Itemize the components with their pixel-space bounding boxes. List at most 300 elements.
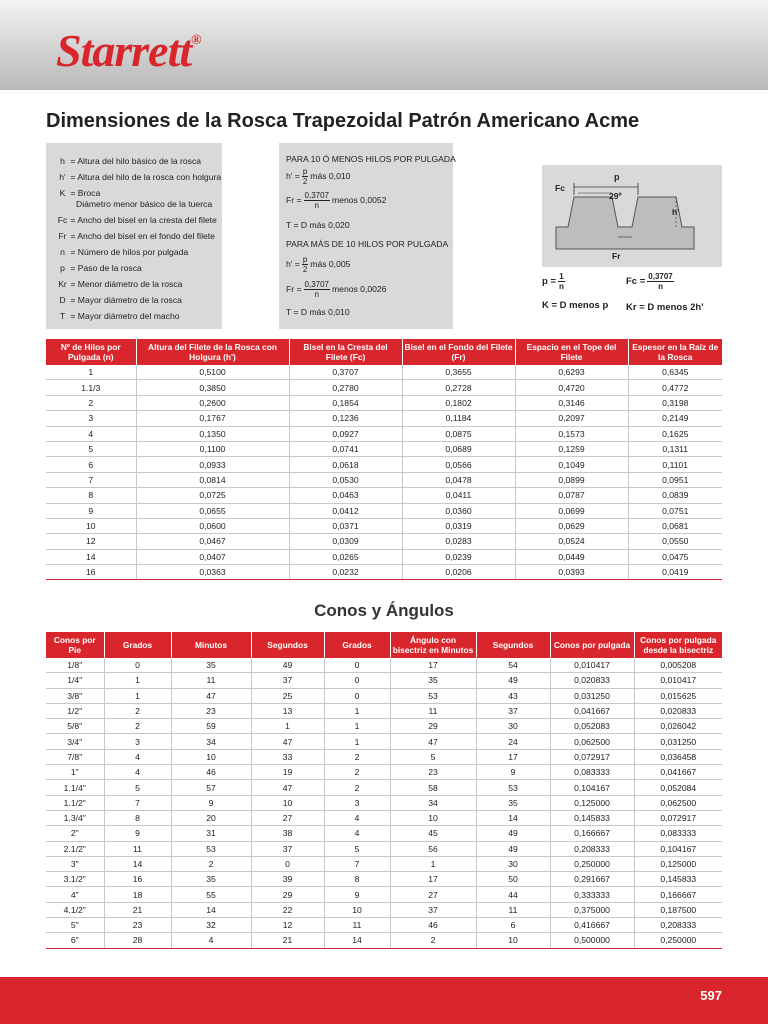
table-row	[46, 380, 722, 395]
table-cell: 0,1184	[402, 411, 515, 426]
legend-item: D = Mayor diámetro de la rosca	[59, 295, 182, 305]
table-cell: 10	[324, 902, 390, 917]
table-cell: 0,1854	[289, 395, 402, 410]
table-cell: 0,0475	[628, 549, 722, 564]
table-row	[46, 719, 722, 734]
table-cell: 25	[251, 688, 324, 703]
table-cell: 1	[251, 719, 324, 734]
column-header: Conos por pulgada	[550, 632, 634, 658]
table-cell: 5/8"	[46, 719, 104, 734]
table-cell: 7/8"	[46, 749, 104, 764]
column-header: Grados	[104, 632, 171, 658]
formula-group-title: PARA 10 Ó MENOS HILOS POR PULGADA	[286, 154, 456, 164]
table-cell: 0,0319	[402, 518, 515, 533]
table-cell: 33	[251, 749, 324, 764]
table-cell: 0,083333	[634, 826, 722, 841]
table-cell: 28	[104, 933, 171, 948]
table-cell: 3	[46, 411, 136, 426]
table-cell: 56	[390, 841, 476, 856]
table-cell: 0,062500	[634, 795, 722, 810]
table-cell: 49	[476, 826, 550, 841]
table-cell: 0,0550	[628, 534, 722, 549]
table-cell: 0	[324, 673, 390, 688]
formula-h: h' = $\frac{p}{2}$ más 0,005	[286, 255, 351, 274]
table-cell: 37	[476, 703, 550, 718]
page-header	[0, 0, 768, 90]
table-cell: 17	[390, 658, 476, 673]
table-cell: 0,250000	[550, 856, 634, 871]
table-cell: 1.1/3	[46, 380, 136, 395]
table-cell: 0,0839	[628, 488, 722, 503]
table-cell: 17	[390, 872, 476, 887]
table-row	[46, 365, 722, 380]
legend-item: Fc = Ancho del bisel en la cresta del filete	[57, 215, 217, 225]
table-cell: 0,1100	[136, 441, 289, 456]
table-cell: 2	[171, 856, 251, 871]
table-cell: 0,052083	[550, 719, 634, 734]
legend-item: h = Altura del hilo básico de la rosca	[60, 156, 202, 166]
table-cell: 0,333333	[550, 887, 634, 902]
table-cell: 7	[324, 856, 390, 871]
table-cell: 0,0363	[136, 565, 289, 580]
table-cell: 0,0449	[515, 549, 628, 564]
table-cell: 35	[171, 872, 251, 887]
table-cell: 4	[324, 826, 390, 841]
table-cell: 45	[390, 826, 476, 841]
table-cell: 10	[251, 795, 324, 810]
table-cell: 46	[171, 765, 251, 780]
table-cell: 35	[390, 673, 476, 688]
table-cell: 0,416667	[550, 918, 634, 933]
table-cell: 4	[104, 765, 171, 780]
table-cell: 35	[476, 795, 550, 810]
table-cell: 49	[476, 673, 550, 688]
table-cell: 5	[46, 441, 136, 456]
diagram-formulas	[542, 272, 722, 318]
table-cell: 4"	[46, 887, 104, 902]
table-row	[46, 765, 722, 780]
table-cell: 0,0360	[402, 503, 515, 518]
table-cell: 1	[324, 719, 390, 734]
table-cell: 2	[46, 395, 136, 410]
table-row	[46, 795, 722, 810]
diagram-label-fc: Fc	[555, 183, 565, 193]
table-cell: 0,041667	[634, 765, 722, 780]
table-row	[46, 673, 722, 688]
legend-item-continuation: Diámetro menor básico de la tuerca	[76, 199, 213, 209]
table-cell: 0,026042	[634, 719, 722, 734]
table-row	[46, 457, 722, 472]
table-cell: 31	[171, 826, 251, 841]
legend-item: n = Número de hilos por pulgada	[60, 247, 189, 257]
table-cell: 3.1/2"	[46, 872, 104, 887]
table-cell: 9	[171, 795, 251, 810]
table-cell: 0,3850	[136, 380, 289, 395]
diagram-label-fr: Fr	[612, 251, 621, 261]
table-cell: 0,104167	[550, 780, 634, 795]
table-cell: 0,020833	[634, 703, 722, 718]
table-cell: 4	[104, 749, 171, 764]
table-cell: 0,1101	[628, 457, 722, 472]
table-cell: 10	[171, 749, 251, 764]
table-cell: 0,031250	[550, 688, 634, 703]
table-cell: 0,0566	[402, 457, 515, 472]
table-cell: 32	[171, 918, 251, 933]
table-cell: 3"	[46, 856, 104, 871]
table-cell: 12	[251, 918, 324, 933]
table-row	[46, 534, 722, 549]
table-cell: 47	[171, 688, 251, 703]
table-cell: 27	[390, 887, 476, 902]
column-header: Altura del Filete de la Rosca con Holgura (h')	[136, 339, 289, 365]
table-cell: 10	[46, 518, 136, 533]
table-cell: 0,2780	[289, 380, 402, 395]
table-cell: 0,2728	[402, 380, 515, 395]
legend-item: Fr = Ancho del bisel en el fondo del filete	[58, 231, 215, 241]
table-row	[46, 658, 722, 673]
table-row	[46, 472, 722, 487]
table-cell: 0,0814	[136, 472, 289, 487]
table-cell: 0,0741	[289, 441, 402, 456]
table-cell: 21	[104, 902, 171, 917]
table-row	[46, 780, 722, 795]
table-row	[46, 872, 722, 887]
table-cell: 0,5100	[136, 365, 289, 380]
table-cell: 53	[390, 688, 476, 703]
table-cell: 0,0309	[289, 534, 402, 549]
table-cell: 0,052084	[634, 780, 722, 795]
diagram-label-h: h'	[672, 207, 680, 217]
table-cell: 1.1/4"	[46, 780, 104, 795]
page-footer	[0, 977, 768, 1024]
table-cell: 0,145833	[550, 810, 634, 825]
table-cell: 11	[324, 918, 390, 933]
table-cell: 0,125000	[634, 856, 722, 871]
table-cell: 2"	[46, 826, 104, 841]
table-cell: 0,0371	[289, 518, 402, 533]
table-row	[46, 426, 722, 441]
table-cell: 0	[324, 658, 390, 673]
table-row	[46, 703, 722, 718]
table-cell: 47	[251, 734, 324, 749]
table-cell: 0	[104, 658, 171, 673]
table-cell: 22	[251, 902, 324, 917]
table-cell: 57	[171, 780, 251, 795]
table-cell: 0,500000	[550, 933, 634, 948]
table-cell: 0,0524	[515, 534, 628, 549]
thread-profile-illustration	[542, 165, 722, 267]
formula-fc: Fc = $\frac{0,3707}{n}$	[626, 272, 673, 291]
legend-item: Kr = Menor diámetro de la rosca	[58, 279, 183, 289]
table-cell: 0,145833	[634, 872, 722, 887]
legend-item: K = Broca	[59, 188, 101, 198]
table-cell: 39	[251, 872, 324, 887]
table-cell: 14	[476, 810, 550, 825]
diagram-label-angle: 29º	[609, 191, 622, 201]
diagram-label-p: p	[614, 172, 620, 182]
table-cell: 11	[476, 902, 550, 917]
table-cell: 0,166667	[634, 887, 722, 902]
table-cell: 37	[390, 902, 476, 917]
table-cell: 0,005208	[634, 658, 722, 673]
table-cell: 16	[46, 565, 136, 580]
table-cell: 0,4772	[628, 380, 722, 395]
table-cell: 0,0463	[289, 488, 402, 503]
table-cell: 0,0629	[515, 518, 628, 533]
table-cell: 1	[104, 673, 171, 688]
table-cell: 0,2149	[628, 411, 722, 426]
table-cell: 0,0875	[402, 426, 515, 441]
table-cell: 30	[476, 719, 550, 734]
table-cell: 0,0751	[628, 503, 722, 518]
table-cell: 14	[104, 856, 171, 871]
formula-box	[279, 143, 456, 329]
column-header: Espesor en la Raíz de la Rosca	[628, 339, 722, 365]
table-cell: 17	[476, 749, 550, 764]
table-cell: 0,208333	[550, 841, 634, 856]
table-cell: 46	[390, 918, 476, 933]
table-cell: 2	[324, 780, 390, 795]
table-cell: 47	[251, 780, 324, 795]
table-cell: 0,3198	[628, 395, 722, 410]
table-cell: 0,072917	[550, 749, 634, 764]
table-cell: 3/8"	[46, 688, 104, 703]
formula-group-title: PARA MÁS DE 10 HILOS POR PULGADA	[286, 239, 449, 249]
table-cell: 0,062500	[550, 734, 634, 749]
column-header: Espacio en el Tope del Filete	[515, 339, 628, 365]
table-cell: 0,0787	[515, 488, 628, 503]
table-cell: 0,291667	[550, 872, 634, 887]
table-cell: 24	[476, 734, 550, 749]
table-cell: 0,208333	[634, 918, 722, 933]
table-cell: 43	[476, 688, 550, 703]
table-cell: 47	[390, 734, 476, 749]
table-cell: 0,1350	[136, 426, 289, 441]
table-cell: 6"	[46, 933, 104, 948]
table-cell: 0,0699	[515, 503, 628, 518]
thread-diagram	[542, 165, 722, 267]
table-row	[46, 565, 722, 580]
table-cell: 5"	[46, 918, 104, 933]
table-cell: 10	[476, 933, 550, 948]
table-cell: 5	[324, 841, 390, 856]
table-cell: 7	[46, 472, 136, 487]
table-cell: 9	[46, 503, 136, 518]
table-cell: 38	[251, 826, 324, 841]
table-row	[46, 933, 722, 948]
column-header: Minutos	[171, 632, 251, 658]
formula-p: p = $\frac{1}{n}$	[542, 272, 564, 291]
table-cell: 3	[104, 734, 171, 749]
table-cell: 0,375000	[550, 902, 634, 917]
table-cell: 11	[390, 703, 476, 718]
legend-item: h' = Altura del hilo de la rosca con holgura	[59, 172, 222, 182]
table-cell: 8	[104, 810, 171, 825]
table-row	[46, 688, 722, 703]
page-title: Dimensiones de la Rosca Trapezoidal Patrón Americano Acme	[46, 110, 640, 132]
table-cell: 1	[46, 365, 136, 380]
table-cell: 1/8"	[46, 658, 104, 673]
table-cell: 1	[324, 703, 390, 718]
table-cell: 0,1259	[515, 441, 628, 456]
table-cell: 11	[171, 673, 251, 688]
table-cell: 0,072917	[634, 810, 722, 825]
legend-item: p = Paso de la rosca	[60, 263, 142, 273]
formula-k: K = D menos p	[542, 300, 609, 311]
table-cell: 0,036458	[634, 749, 722, 764]
table-cell: 0,2600	[136, 395, 289, 410]
table-cell: 34	[171, 734, 251, 749]
table-cell: 0,0927	[289, 426, 402, 441]
table-cell: 7	[104, 795, 171, 810]
table-cell: 0,187500	[634, 902, 722, 917]
table-cell: 0,250000	[634, 933, 722, 948]
table-cell: 55	[171, 887, 251, 902]
starrett-logo: Starrett®	[56, 25, 201, 76]
table-cell: 23	[171, 703, 251, 718]
column-header: Conos por pulgada desde la bisectriz	[634, 632, 722, 658]
table-cell: 1	[390, 856, 476, 871]
table-cell: 53	[171, 841, 251, 856]
table-cell: 0,1311	[628, 441, 722, 456]
table-row	[46, 503, 722, 518]
table-cell: 2	[324, 749, 390, 764]
table-cell: 34	[390, 795, 476, 810]
table-cell: 20	[171, 810, 251, 825]
table-cell: 2	[104, 719, 171, 734]
column-header: Bisel en la Cresta del Filete (Fc)	[289, 339, 402, 365]
table-cell: 4	[46, 426, 136, 441]
table-row	[46, 826, 722, 841]
table-cell: 0,0478	[402, 472, 515, 487]
table-row	[46, 841, 722, 856]
table-cell: 49	[251, 658, 324, 673]
table-row	[46, 887, 722, 902]
table-row	[46, 856, 722, 871]
table-cell: 3/4"	[46, 734, 104, 749]
table-cell: 0,041667	[550, 703, 634, 718]
table-cell: 44	[476, 887, 550, 902]
table-cell: 0,1802	[402, 395, 515, 410]
table-cell: 0,0530	[289, 472, 402, 487]
table-cell: 0,0411	[402, 488, 515, 503]
table-cell: 0,0283	[402, 534, 515, 549]
acme-thread-table	[46, 339, 722, 580]
table-cell: 0,0689	[402, 441, 515, 456]
table-cell: 0,0206	[402, 565, 515, 580]
table-cell: 59	[171, 719, 251, 734]
table-cell: 21	[251, 933, 324, 948]
table-cell: 9	[104, 826, 171, 841]
table-cell: 37	[251, 841, 324, 856]
table-cell: 8	[324, 872, 390, 887]
column-header: Nº de Hilos por Pulgada (n)	[46, 339, 136, 365]
table-cell: 13	[251, 703, 324, 718]
column-header: Ángulo con bisectriz en Minutos	[390, 632, 476, 658]
table-cell: 0,0467	[136, 534, 289, 549]
section-title-cones: Conos y Ángulos	[314, 601, 454, 620]
table-cell: 16	[104, 872, 171, 887]
symbol-legend	[46, 143, 222, 329]
table-cell: 50	[476, 872, 550, 887]
legend-item: T = Mayor diámetro del macho	[59, 311, 180, 321]
formula-kr: Kr = D menos 2h'	[626, 302, 704, 313]
table-cell: 0,0419	[628, 565, 722, 580]
table-cell: 54	[476, 658, 550, 673]
table-cell: 18	[104, 887, 171, 902]
column-header: Grados	[324, 632, 390, 658]
table-cell: 4	[324, 810, 390, 825]
formula-fr: Fr = $\frac{0,3707}{n}$ menos 0,0052	[286, 191, 387, 210]
formula-fr: Fr = $\frac{0,3707}{n}$ menos 0,0026	[286, 280, 387, 299]
table-cell: 1/4"	[46, 673, 104, 688]
table-cell: 8	[46, 488, 136, 503]
table-cell: 6	[46, 457, 136, 472]
table-cell: 49	[476, 841, 550, 856]
table-cell: 0,1049	[515, 457, 628, 472]
table-cell: 0,0600	[136, 518, 289, 533]
column-header: Segundos	[476, 632, 550, 658]
table-cell: 0,0393	[515, 565, 628, 580]
table-cell: 6	[476, 918, 550, 933]
table-cell: 0,010417	[550, 658, 634, 673]
table-row	[46, 918, 722, 933]
table-cell: 0,1767	[136, 411, 289, 426]
table-cell: 29	[251, 887, 324, 902]
table-cell: 58	[390, 780, 476, 795]
table-cell: 27	[251, 810, 324, 825]
table-cell: 0,0899	[515, 472, 628, 487]
table-cell: 10	[390, 810, 476, 825]
table-cell: 14	[324, 933, 390, 948]
column-header: Conos por Pie	[46, 632, 104, 658]
table-cell: 4.1/2"	[46, 902, 104, 917]
table-cell: 0,083333	[550, 765, 634, 780]
table-cell: 30	[476, 856, 550, 871]
table-cell: 0,104167	[634, 841, 722, 856]
table-cell: 0,031250	[634, 734, 722, 749]
table-row	[46, 749, 722, 764]
table-row	[46, 734, 722, 749]
table-cell: 0,1625	[628, 426, 722, 441]
table-cell: 0,020833	[550, 673, 634, 688]
table-row	[46, 411, 722, 426]
table-cell: 0,0618	[289, 457, 402, 472]
table-cell: 23	[390, 765, 476, 780]
table-cell: 0,3146	[515, 395, 628, 410]
table-cell: 0,0951	[628, 472, 722, 487]
table-cell: 2	[390, 933, 476, 948]
table-cell: 1/2"	[46, 703, 104, 718]
table-cell: 1"	[46, 765, 104, 780]
table-cell: 14	[46, 549, 136, 564]
table-row	[46, 441, 722, 456]
table-cell: 0,0725	[136, 488, 289, 503]
table-cell: 5	[390, 749, 476, 764]
table-cell: 0	[324, 688, 390, 703]
table-cell: 12	[46, 534, 136, 549]
table-cell: 1	[324, 734, 390, 749]
column-header: Bisel en el Fondo del Filete (Fr)	[402, 339, 515, 365]
table-cell: 0,1236	[289, 411, 402, 426]
table-cell: 0,166667	[550, 826, 634, 841]
table-cell: 0,0933	[136, 457, 289, 472]
table-cell: 19	[251, 765, 324, 780]
table-cell: 53	[476, 780, 550, 795]
table-cell: 35	[171, 658, 251, 673]
table-row	[46, 549, 722, 564]
table-row	[46, 395, 722, 410]
